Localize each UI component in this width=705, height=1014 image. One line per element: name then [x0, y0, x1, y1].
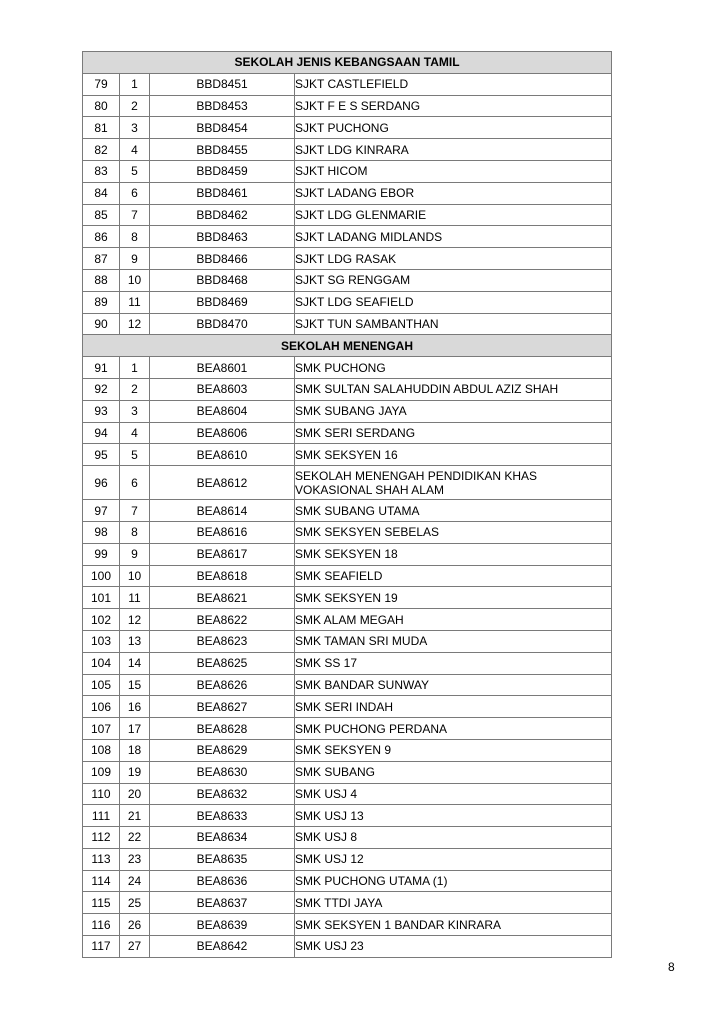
school-name: SJKT TUN SAMBANTHAN: [295, 313, 612, 335]
table-row: [83, 892, 612, 914]
school-name: SJKT LADANG MIDLANDS: [295, 226, 612, 248]
row-number: 101: [83, 587, 120, 609]
table-row: [83, 95, 612, 117]
row-number: 84: [83, 182, 120, 204]
section-index: 6: [120, 466, 150, 500]
school-code: BEA8618: [150, 565, 295, 587]
school-code: BEA8636: [150, 870, 295, 892]
table-row: [83, 400, 612, 422]
section-index: 22: [120, 827, 150, 849]
row-number: 86: [83, 226, 120, 248]
school-code: BEA8627: [150, 696, 295, 718]
school-code: BEA8634: [150, 827, 295, 849]
school-list-table: [82, 51, 612, 958]
row-number: 85: [83, 204, 120, 226]
school-name: SMK SUBANG: [295, 761, 612, 783]
table-row: [83, 248, 612, 270]
table-row: [83, 848, 612, 870]
table-row: [83, 630, 612, 652]
section-index: 6: [120, 182, 150, 204]
school-name: SJKT F E S SERDANG: [295, 95, 612, 117]
section-index: 23: [120, 848, 150, 870]
school-code: BBD8462: [150, 204, 295, 226]
section-title: SEKOLAH MENENGAH: [83, 335, 612, 357]
school-name: SMK SEKSYEN 16: [295, 444, 612, 466]
table-row: [83, 674, 612, 696]
table-row: [83, 160, 612, 182]
section-index: 7: [120, 204, 150, 226]
school-code: BEA8635: [150, 848, 295, 870]
section-index: 2: [120, 378, 150, 400]
row-number: 112: [83, 827, 120, 849]
school-name: SMK SS 17: [295, 652, 612, 674]
row-number: 105: [83, 674, 120, 696]
section-index: 19: [120, 761, 150, 783]
school-code: BBD8453: [150, 95, 295, 117]
table-row: [83, 914, 612, 936]
table-row: [83, 609, 612, 631]
table-row: [83, 73, 612, 95]
section-index: 25: [120, 892, 150, 914]
table-row: [83, 139, 612, 161]
school-name: SJKT LDG KINRARA: [295, 139, 612, 161]
table-row: [83, 805, 612, 827]
school-code: BEA8625: [150, 652, 295, 674]
section-index: 1: [120, 357, 150, 379]
school-code: BEA8628: [150, 718, 295, 740]
table-row: [83, 204, 612, 226]
school-code: BBD8469: [150, 291, 295, 313]
school-code: BEA8604: [150, 400, 295, 422]
table-row: [83, 269, 612, 291]
school-name: SMK SEKSYEN 18: [295, 543, 612, 565]
school-name: SMK USJ 13: [295, 805, 612, 827]
row-number: 117: [83, 936, 120, 958]
row-number: 97: [83, 500, 120, 522]
school-code: BEA8637: [150, 892, 295, 914]
school-code: BEA8610: [150, 444, 295, 466]
section-index: 5: [120, 444, 150, 466]
school-name: SJKT LDG GLENMARIE: [295, 204, 612, 226]
row-number: 107: [83, 718, 120, 740]
section-index: 16: [120, 696, 150, 718]
table-row: [83, 652, 612, 674]
school-name: SMK SEAFIELD: [295, 565, 612, 587]
row-number: 80: [83, 95, 120, 117]
school-code: BBD8461: [150, 182, 295, 204]
table-row: [83, 422, 612, 444]
school-code: BEA8632: [150, 783, 295, 805]
school-code: BEA8633: [150, 805, 295, 827]
table-row: [83, 565, 612, 587]
school-code: BEA8601: [150, 357, 295, 379]
table-row: [83, 313, 612, 335]
section-index: 1: [120, 73, 150, 95]
table-row: [83, 870, 612, 892]
row-number: 102: [83, 609, 120, 631]
row-number: 110: [83, 783, 120, 805]
table-row: [83, 521, 612, 543]
section-index: 4: [120, 139, 150, 161]
section-index: 17: [120, 718, 150, 740]
school-name: SMK SUBANG UTAMA: [295, 500, 612, 522]
section-index: 4: [120, 422, 150, 444]
row-number: 93: [83, 400, 120, 422]
school-code: BEA8603: [150, 378, 295, 400]
section-index: 14: [120, 652, 150, 674]
section-index: 3: [120, 117, 150, 139]
row-number: 114: [83, 870, 120, 892]
table-row: [83, 291, 612, 313]
school-code: BEA8612: [150, 466, 295, 500]
section-index: 20: [120, 783, 150, 805]
school-code: BEA8621: [150, 587, 295, 609]
school-name: SJKT LDG RASAK: [295, 248, 612, 270]
section-index: 8: [120, 226, 150, 248]
row-number: 111: [83, 805, 120, 827]
table-row: [83, 587, 612, 609]
row-number: 83: [83, 160, 120, 182]
row-number: 90: [83, 313, 120, 335]
section-index: 7: [120, 500, 150, 522]
row-number: 113: [83, 848, 120, 870]
school-name: SMK USJ 23: [295, 936, 612, 958]
section-index: 8: [120, 521, 150, 543]
section-index: 10: [120, 565, 150, 587]
school-name: SMK SULTAN SALAHUDDIN ABDUL AZIZ SHAH: [295, 378, 612, 400]
school-code: BEA8614: [150, 500, 295, 522]
section-index: 9: [120, 248, 150, 270]
school-code: BBD8463: [150, 226, 295, 248]
school-code: BBD8455: [150, 139, 295, 161]
table-row: [83, 783, 612, 805]
row-number: 91: [83, 357, 120, 379]
school-code: BEA8623: [150, 630, 295, 652]
school-name: SJKT PUCHONG: [295, 117, 612, 139]
school-name: SMK PUCHONG PERDANA: [295, 718, 612, 740]
school-code: BEA8639: [150, 914, 295, 936]
table-row: [83, 226, 612, 248]
school-name: SMK PUCHONG UTAMA (1): [295, 870, 612, 892]
row-number: 116: [83, 914, 120, 936]
school-name-line-2: VOKASIONAL SHAH ALAM: [295, 482, 444, 497]
row-number: 96: [83, 466, 120, 500]
school-name: SMK SERI SERDANG: [295, 422, 612, 444]
school-code: BEA8630: [150, 761, 295, 783]
school-name: SJKT LADANG EBOR: [295, 182, 612, 204]
section-index: 12: [120, 609, 150, 631]
school-code: BEA8642: [150, 936, 295, 958]
section-index: 21: [120, 805, 150, 827]
school-code: BBD8451: [150, 73, 295, 95]
school-name: SJKT LDG SEAFIELD: [295, 291, 612, 313]
table-row: [83, 739, 612, 761]
table-row: [83, 444, 612, 466]
section-index: 5: [120, 160, 150, 182]
row-number: 109: [83, 761, 120, 783]
school-code: BEA8616: [150, 521, 295, 543]
school-code: BBD8466: [150, 248, 295, 270]
table-row: [83, 500, 612, 522]
section-index: 10: [120, 269, 150, 291]
section-title: SEKOLAH JENIS KEBANGSAAN TAMIL: [83, 52, 612, 74]
section-index: 2: [120, 95, 150, 117]
school-code: BBD8468: [150, 269, 295, 291]
school-name: SMK BANDAR SUNWAY: [295, 674, 612, 696]
school-list-body: [83, 52, 612, 958]
school-code: BEA8626: [150, 674, 295, 696]
table-row: [83, 466, 612, 500]
row-number: 89: [83, 291, 120, 313]
school-code: BEA8617: [150, 543, 295, 565]
section-index: 9: [120, 543, 150, 565]
table-row: [83, 182, 612, 204]
row-number: 87: [83, 248, 120, 270]
school-name: SMK SERI INDAH: [295, 696, 612, 718]
row-number: 94: [83, 422, 120, 444]
section-index: 12: [120, 313, 150, 335]
school-code: BEA8622: [150, 609, 295, 631]
table-row: [83, 718, 612, 740]
section-index: 24: [120, 870, 150, 892]
section-index: 13: [120, 630, 150, 652]
section-header-row: [83, 52, 612, 74]
section-index: 11: [120, 291, 150, 313]
school-name: SMK USJ 4: [295, 783, 612, 805]
school-code: BBD8454: [150, 117, 295, 139]
school-name: SMK SUBANG JAYA: [295, 400, 612, 422]
school-name: SMK ALAM MEGAH: [295, 609, 612, 631]
row-number: 79: [83, 73, 120, 95]
page-number: 8: [668, 960, 675, 974]
school-name: SMK USJ 8: [295, 827, 612, 849]
school-name: SMK SEKSYEN 1 BANDAR KINRARA: [295, 914, 612, 936]
section-index: 27: [120, 936, 150, 958]
row-number: 115: [83, 892, 120, 914]
section-index: 11: [120, 587, 150, 609]
table-row: [83, 936, 612, 958]
school-code: BEA8606: [150, 422, 295, 444]
row-number: 108: [83, 739, 120, 761]
table-row: [83, 378, 612, 400]
row-number: 106: [83, 696, 120, 718]
row-number: 99: [83, 543, 120, 565]
school-name: [295, 466, 612, 500]
school-code: BBD8459: [150, 160, 295, 182]
row-number: 104: [83, 652, 120, 674]
section-index: 15: [120, 674, 150, 696]
row-number: 82: [83, 139, 120, 161]
row-number: 103: [83, 630, 120, 652]
row-number: 92: [83, 378, 120, 400]
table-row: [83, 357, 612, 379]
section-index: 18: [120, 739, 150, 761]
section-index: 3: [120, 400, 150, 422]
school-name: SMK SEKSYEN 19: [295, 587, 612, 609]
school-name-line-1: SEKOLAH MENENGAH PENDIDIKAN KHAS: [295, 468, 538, 483]
row-number: 98: [83, 521, 120, 543]
row-number: 95: [83, 444, 120, 466]
school-code: BEA8629: [150, 739, 295, 761]
school-name: SMK SEKSYEN 9: [295, 739, 612, 761]
school-code: BBD8470: [150, 313, 295, 335]
table-row: [83, 827, 612, 849]
school-name: SJKT HICOM: [295, 160, 612, 182]
school-name: SMK SEKSYEN SEBELAS: [295, 521, 612, 543]
table-row: [83, 696, 612, 718]
section-index: 26: [120, 914, 150, 936]
row-number: 88: [83, 269, 120, 291]
table-row: [83, 543, 612, 565]
table-row: [83, 117, 612, 139]
row-number: 81: [83, 117, 120, 139]
school-name: SMK TTDI JAYA: [295, 892, 612, 914]
table-row: [83, 761, 612, 783]
school-name: SJKT CASTLEFIELD: [295, 73, 612, 95]
school-name: SMK PUCHONG: [295, 357, 612, 379]
row-number: 100: [83, 565, 120, 587]
school-name: SMK USJ 12: [295, 848, 612, 870]
school-name: SJKT SG RENGGAM: [295, 269, 612, 291]
section-header-row: [83, 335, 612, 357]
school-name: SMK TAMAN SRI MUDA: [295, 630, 612, 652]
